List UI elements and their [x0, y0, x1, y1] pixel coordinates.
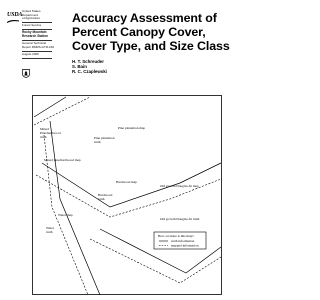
legend-title: How accurate is this map?: [158, 234, 194, 238]
legend: [154, 232, 206, 249]
usda-swoosh-icon: [7, 19, 19, 23]
usda-logo: USDA: [7, 12, 23, 18]
report-line: Report RMRS-GTR-166: [22, 45, 55, 49]
label-mixed-truth: Mixed Pine/hardwood truth: [40, 127, 61, 139]
label-mixed-map: Mixed pine/hardwood map: [44, 158, 81, 162]
author-name: R. C. Czaplewski: [72, 69, 107, 75]
legend-mapped-label: mapped information: [171, 243, 199, 248]
label-old-growth-truth: Old growth Douglas-fir truth: [160, 217, 200, 221]
label-water-truth: Water truth: [46, 226, 55, 234]
report-line: General Technical: [22, 41, 46, 45]
author-name: H. T. Schreuder: [72, 59, 104, 64]
label-water-map: Water map: [58, 213, 73, 217]
author-list: [72, 59, 107, 75]
department-name: [22, 10, 41, 21]
department-line: United States: [22, 9, 41, 13]
report-title: [72, 11, 230, 54]
title-line: Cover Type, and Size Class: [72, 39, 230, 54]
report-date: August 2006: [22, 52, 39, 56]
station-line: Rocky Mountain: [22, 30, 47, 34]
station-line: Research Station: [22, 34, 49, 38]
map-comparison-diagram: [32, 95, 222, 295]
divider: [22, 58, 52, 59]
label-old-growth-map: Old growth Douglas-fir map: [160, 184, 199, 188]
author-name: S. Bain: [72, 64, 87, 70]
forest-service-shield-icon: [22, 69, 30, 78]
title-line: Accuracy Assessment of: [72, 11, 217, 25]
legend-truth-label: truth information: [171, 239, 195, 243]
label-hardwood-map: Hardwood map: [116, 180, 137, 184]
label-pine-plantation-map: Pine plantation map: [118, 126, 146, 130]
title-line: Percent Canopy Cover,: [72, 25, 206, 40]
department-line: of Agriculture: [22, 16, 41, 21]
department-line: Department: [22, 12, 39, 17]
agency-name: Forest Service: [22, 23, 42, 27]
label-pine-plantation-truth: Pine plantation truth: [94, 136, 115, 144]
label-hardwood-truth: Hardwood truth: [98, 193, 113, 201]
